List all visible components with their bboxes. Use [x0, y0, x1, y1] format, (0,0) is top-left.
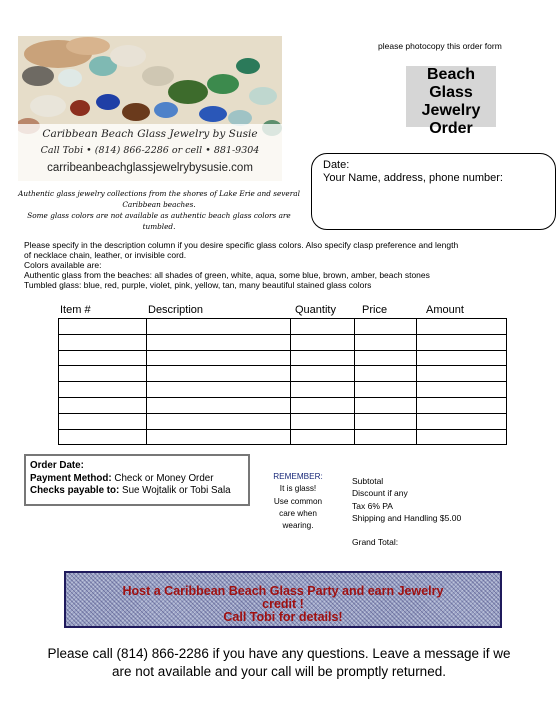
title-line: Beach — [426, 66, 476, 83]
table-cell[interactable] — [147, 350, 291, 366]
table-cell[interactable] — [355, 334, 417, 350]
name-address-label: Your Name, address, phone number: — [323, 172, 503, 184]
table-cell[interactable] — [291, 350, 355, 366]
table-cell[interactable] — [59, 366, 147, 382]
table-cell[interactable] — [291, 413, 355, 429]
tagline-line: Some glass colors are not available as authentic beach glass colors are tumbled. — [27, 211, 291, 231]
table-cell[interactable] — [147, 366, 291, 382]
table-cell[interactable] — [417, 350, 507, 366]
totals-section — [352, 475, 461, 548]
table-cell[interactable] — [291, 382, 355, 398]
header-description: Description — [148, 304, 204, 316]
title-line: Order — [429, 120, 473, 137]
table-cell[interactable] — [291, 397, 355, 413]
order-table — [58, 318, 507, 445]
table-cell[interactable] — [147, 397, 291, 413]
shipping-label: Shipping and Handling $5.00 — [352, 512, 462, 523]
party-line: credit ! — [262, 597, 304, 611]
table-row — [59, 397, 507, 413]
table-cell[interactable] — [417, 319, 507, 335]
photocopy-note: please photocopy this order form — [378, 41, 502, 51]
remember-heading: REMEMBER: — [273, 472, 323, 481]
banner-title: Caribbean Beach Glass Jewelry by Susie — [42, 128, 258, 140]
form-title — [406, 66, 496, 137]
header-price: Price — [362, 304, 388, 316]
table-cell[interactable] — [59, 350, 147, 366]
table-cell[interactable] — [147, 382, 291, 398]
table-cell[interactable] — [59, 319, 147, 335]
table-row — [59, 334, 507, 350]
tagline-line: Authentic glass jewelry collections from the shores of Lake Erie and several Caribbean beaches. — [18, 189, 300, 209]
date-label: Date: — [323, 159, 350, 171]
party-line: Call Tobi for details! — [223, 610, 343, 624]
table-cell[interactable] — [417, 382, 507, 398]
banner-url: carribeanbeachglassjewelrybysusie.com — [47, 162, 253, 174]
payable-to-value: Sue Wojtalik or Tobi Sala — [122, 485, 231, 496]
remember-note — [262, 471, 334, 532]
table-cell[interactable] — [417, 397, 507, 413]
instruction-line: Authentic glass from the beaches: all shades of green, white, aqua, some blue, brown, amber, beach stones — [24, 270, 430, 280]
tax-label: Tax 6% PA — [352, 500, 393, 511]
instruction-line: Colors available are: — [24, 260, 102, 270]
table-row — [59, 429, 507, 445]
grand-total-label: Grand Total: — [352, 537, 399, 548]
party-line: Host a Caribbean Beach Glass Party and earn Jewelry — [122, 584, 444, 598]
instructions — [24, 240, 524, 290]
table-cell[interactable] — [147, 429, 291, 445]
header-amount: Amount — [426, 304, 464, 316]
table-cell[interactable] — [355, 350, 417, 366]
table-cell[interactable] — [355, 366, 417, 382]
payment-method-label: Payment Method: — [30, 472, 112, 484]
table-cell[interactable] — [355, 397, 417, 413]
table-cell[interactable] — [291, 334, 355, 350]
remember-line: Use common — [273, 496, 323, 506]
payable-to-label: Checks payable to: — [30, 485, 120, 496]
table-cell[interactable] — [291, 319, 355, 335]
table-row — [59, 319, 507, 335]
table-cell[interactable] — [355, 413, 417, 429]
header-quantity: Quantity — [295, 304, 336, 316]
remember-line: wearing. — [282, 521, 314, 531]
table-cell[interactable] — [147, 413, 291, 429]
table-cell[interactable] — [147, 319, 291, 335]
table-cell[interactable] — [417, 366, 507, 382]
table-cell[interactable] — [355, 429, 417, 445]
header-item: Item # — [60, 304, 91, 316]
instruction-line: Please specify in the description column if you desire specific glass colors. Also specify clasp preference and length — [24, 240, 459, 250]
order-date-label: Order Date: — [30, 460, 84, 471]
instruction-line: of necklace chain, leather, or invisible cord. — [24, 250, 187, 260]
table-cell[interactable] — [291, 366, 355, 382]
title-line: Glass — [429, 84, 473, 101]
instruction-line: Tumbled glass: blue, red, purple, violet, pink, yellow, tan, many beautiful stained glass colors — [24, 280, 372, 290]
table-cell[interactable] — [147, 334, 291, 350]
table-cell[interactable] — [59, 413, 147, 429]
customer-info-box[interactable] — [311, 153, 556, 230]
table-cell[interactable] — [291, 429, 355, 445]
subtotal-label: Subtotal — [352, 476, 384, 486]
table-row — [59, 413, 507, 429]
payment-method-value: Check or Money Order — [114, 472, 214, 484]
table-cell[interactable] — [417, 429, 507, 445]
table-header — [58, 304, 508, 318]
table-row — [59, 382, 507, 398]
table-cell[interactable] — [59, 429, 147, 445]
table-cell[interactable] — [59, 397, 147, 413]
banner-image — [18, 36, 282, 181]
footer-message: Please call (814) 866-2286 if you have any questions. Leave a message if we are not available and your call will be promptly returned. — [47, 646, 511, 679]
table-cell[interactable] — [417, 334, 507, 350]
remember-line: It is glass! — [279, 484, 317, 494]
order-details-box — [24, 454, 250, 506]
table-cell[interactable] — [59, 334, 147, 350]
table-cell[interactable] — [59, 382, 147, 398]
tagline — [10, 188, 308, 232]
table-row — [59, 350, 507, 366]
table-cell[interactable] — [355, 319, 417, 335]
party-banner — [64, 571, 502, 628]
table-cell[interactable] — [355, 382, 417, 398]
table-cell[interactable] — [417, 413, 507, 429]
remember-line: care when — [279, 508, 317, 518]
title-line: Jewelry — [421, 102, 481, 119]
banner-contact: Call Tobi • (814) 866-2286 or cell • 881-9304 — [40, 145, 260, 156]
discount-label: Discount if any — [352, 488, 408, 499]
table-row — [59, 366, 507, 382]
